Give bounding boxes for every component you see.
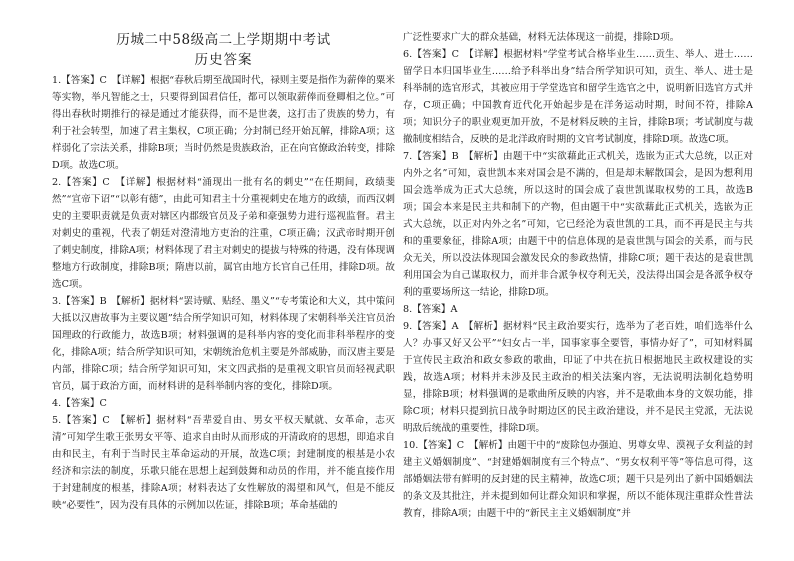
answer-paragraph: 8.【答案】A: [403, 304, 458, 315]
answer-paragraph: 7.【答案】B 【解析】由题干中“实欲藉此正式机关，选嵌为正式大总统，以正对内外之名”可知，袁世凯本来对国会是不满的，但是却未解散国会，是因为想利用国会选举成为正式大总统，所以这时的国会成了袁世凯谋取权势的工具，故选B项；国会本来是民主共和制下的产物，但由题干中“实欲藉此正式机关，选嵌为正式大总统，以正对内外之名”可知，它已经沦为袁世凯的工具，而不再是民主与共和的重要象征，排除A项；由题干中的信息体现的是袁世凯与国会的关系，而与民众无关，所以没法体现国会激发民众的参政热情，排除C项；题干表达的是袁世凯利用国会为自己谋取权力，而并非合派争权夺利无关，没法得出国会是各派争权夺利的重要场所这一结论，排除D项。: [403, 151, 753, 298]
answer-paragraph: 1.【答案】C 【详解】根据“春秋后期至战国时代，禄则主要是指作为薪俸的粟米等实物，举凡智能之士，只要得到国君信任，都可以领取薪俸而登卿相之位。”可得出春秋时期推行的禄是通过才能获得，而不是世袭，这打击了贵族的势力，有利于社会转型，加速了君主集权，C项正确；分封制已经开始瓦解，排除A项；这样弱化了宗法关系，排除B项；当时仍然是贵族政治，正在向官僚政治转变，排除D项。故选C项。: [52, 75, 395, 171]
exam-subtitle: 历史答案: [194, 52, 253, 68]
answer-paragraph: 10.【答案】C 【解析】由题干中的“废除包办强迫、男尊女卑、漠视子女利益的封建主义婚姻制度”、“封建婚姻制度有三个特点”、“男女权利平等”等信息可得，这部婚姻法带有鲜明的反封建的民主精神，故选C项；题干只是列出了新中国婚姻法的条文及其批注，并未提到如何让群众知识和掌握，所以不能体现注重群众性普法教育，排除A项；由题干中的“新民主主义婚姻制度”并: [403, 440, 753, 519]
exam-title: 历城二中58级高二上学期期中考试: [116, 32, 331, 48]
answer-paragraph: 5.【答案】C 【解析】据材料“吾辈爱自由、男女平权天赋就、女革命，志灭清”可知学生歌王张男女平等、追求自由时从而形成的开清政府的思想，即追求自由和民主，有利于当时民主革命运动的开展，故选C项；封建制度的根基是小农经济和宗法的制度，乐歌只能在思想上起到鼓舞和动员的作用，并不能直接作用于封建制度的根基，排除A项；材料表达了女性解放的渴望和风气，但是不能反映“必要性”，因为没有具体的示例加以佐证，排除B项；革命基础的: [52, 415, 395, 511]
left-column: [52, 30, 395, 514]
answer-paragraph: 广泛性要求广大的群众基础，材料无法体现这一前提，排除D项。: [403, 32, 680, 43]
answer-paragraph: 2.【答案】C 【详解】根据材料“涌现出一批有名的刺史”“在任期间，政绩斐然”“宣帝下诏”“以彰有德”，由此可知君主十分重视刺史在地方的政绩，而西汉刺史的主要职责就是负责对辖区内郡级官员及子弟和豪强势力进行巡视监督。君主对刺史的重视，代表了朝廷对澄清地方吏治的注重，C项正确；汉武帝时期开创了刺史制度，排除A项；材料体现了君主对刺史的提拔与特殊的待遇，没有体现调整地方行政制度，排除B项；隋唐以前，属官由地方长官自己任用，排除D项。故选C项。: [52, 177, 395, 290]
answer-paragraph: 4.【答案】C: [52, 398, 107, 409]
answer-paragraph: 6.【答案】C 【详解】根据材料“学堂考试合格毕业生……贡生、举人、进士……留学日本归国毕业生……给予科举出身”结合所学知识可知，贡生、举人、进士是科举制的选官形式，其被应用于学堂选官和留学生选官之中，说明新旧选官方式并存，C项正确；中国教育近代化开始起步是在洋务运动时期，时间不符，排除A项；知识分子的职业观更加开放，不是材料反映的主旨，排除B项；考试制度与裁撤制度相结合，反映的是北洋政府时期的文官考试制度，排除D项。故选C项。: [403, 49, 753, 145]
right-column: [403, 29, 753, 522]
answer-paragraph: 9.【答案】A 【解析】据材料“民主政治要实行，选举为了老百姓，咱们选举什么人？办事又好又公平”“妇女占一半，国事家事全要管，事情办好了”，可知材料属于宣传民主政治和政女参政的歌曲，印证了中共在抗日根据地民主政权建设的实践，故选A项；材料并未涉及民主政治的相关法案内容，无法说明法制化趋势明显，排除B项；材料强调的是歌曲所反映的内容，并不是歌曲本身的文娱功能，排除C项；材料只提到抗日战争时期边区的民主政治建设，并不是民主党派，无法说明敌后统战的重要性，排除D项。: [403, 321, 753, 434]
answer-paragraph: 3.【答案】B 【解析】据材料“罢诗赋、贴经、墨义”“专考策论和大义，其中策问大抵以汉唐故事为主要议题”结合所学知识可知，材料体现了宋朝科举关注官员治国理政的行政能力，故选B项；材料强调的是科举内容的变化而非科举程序的变化，排除A项；结合所学知识可知，宋朝统治危机主要是外部威胁，而汉唐主要是内部，排除C项；结合所学知识可知，宋文四武指的是重视文职官员而轻视武职官员，属于政治方面，而材料讲的是科举制内容的变化，排除D项。: [52, 296, 395, 392]
